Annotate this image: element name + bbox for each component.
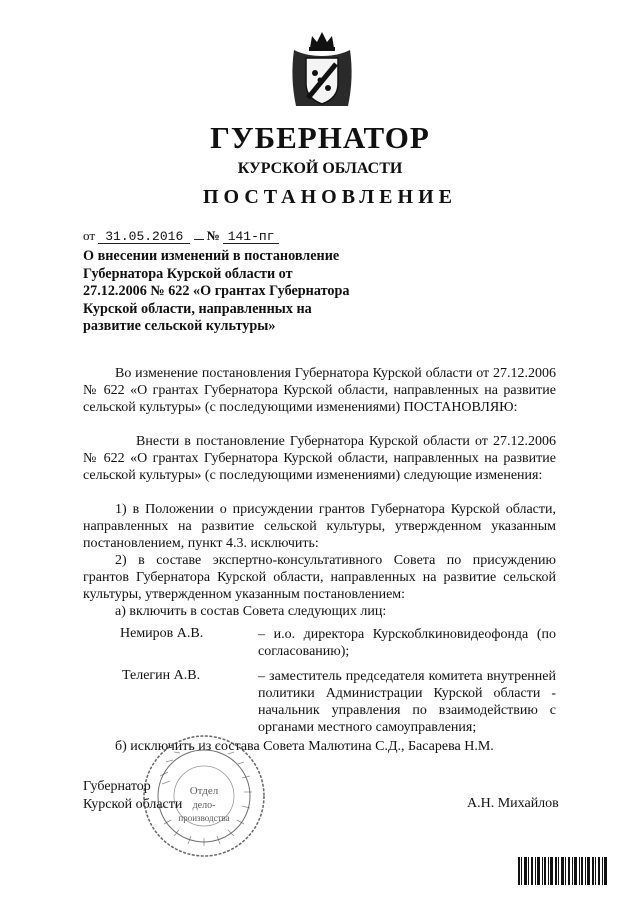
document-title: ГУБЕРНАТОР: [210, 120, 430, 155]
document-date: 31.05.2016: [98, 230, 190, 244]
stamp-text-line2: дело-: [192, 800, 216, 811]
document-type: ПОСТАНОВЛЕНИЕ: [203, 186, 457, 208]
document-number: 141-пг: [223, 230, 279, 244]
item-2b-paragraph: б) исключить из состава Совета Малютина С.Д., Басарева Н.М.: [115, 739, 494, 754]
coat-of-arms-icon: [288, 28, 356, 112]
document-subtitle: КУРСКОЙ ОБЛАСТИ: [237, 160, 403, 177]
barcode-icon: [518, 857, 607, 885]
item-2a-paragraph: а) включить в состав Совета следующих лиц:: [115, 604, 387, 619]
signature-position-line1: Губернатор: [83, 779, 151, 794]
intro-paragraph: Во изменение постановления Губернатора Курской области от 27.12.2006 № 622 «О грантах Губернатора Курской области, направленных на развитие сельской культуры» (с последующими изменениями) ПОСТАНОВЛЯЮ:: [83, 366, 556, 416]
signature-position-line2: Курской области: [83, 796, 183, 812]
member-name: Немиров А.В.: [120, 626, 204, 641]
member-role: – заместитель председателя комитета внутренней политики Администрации Курской области - начальник управления по взаимодействию с органами местного самоуправления;: [258, 669, 556, 736]
number-prefix: №: [206, 228, 220, 243]
signatory-name: А.Н. Михайлов: [467, 796, 559, 811]
document-meta: [83, 228, 383, 248]
official-stamp: [140, 732, 268, 860]
member-role: – и.о. директора Курскоблкиновидеофонда (по согласованию);: [258, 627, 556, 660]
stamp-text-line1: Отдел: [189, 785, 219, 797]
main-paragraph: Внести в постановление Губернатора Курской области от 27.12.2006 № 622 «О грантах Губернатора Курской области, направленных на развитие сельской культуры» (с последующими изменениями) следующие изменения:: [83, 434, 556, 484]
item-2-paragraph: 2) в составе экспертно-консультативного Совета по присуждению грантов Губернатора Курской области, направленных на развитие сельской культуры, утвержденном указанным постановлением:: [83, 553, 556, 603]
stamp-text-line3: производства: [178, 813, 230, 823]
document-subject: О внесении изменений в постановление Губернатора Курской области от 27.12.2006 № 622 «О грантах Губернатора Курской области, направленных на развитие сельской культуры»: [83, 248, 350, 335]
date-prefix: от: [83, 228, 96, 243]
item-1-paragraph: 1) в Положении о присуждении грантов Губернатора Курской области, направленных на развитие сельской культуры, утвержденном указанным постановлением, пункт 4.3. исключить:: [83, 502, 556, 552]
member-name: Телегин А.В.: [122, 668, 201, 683]
